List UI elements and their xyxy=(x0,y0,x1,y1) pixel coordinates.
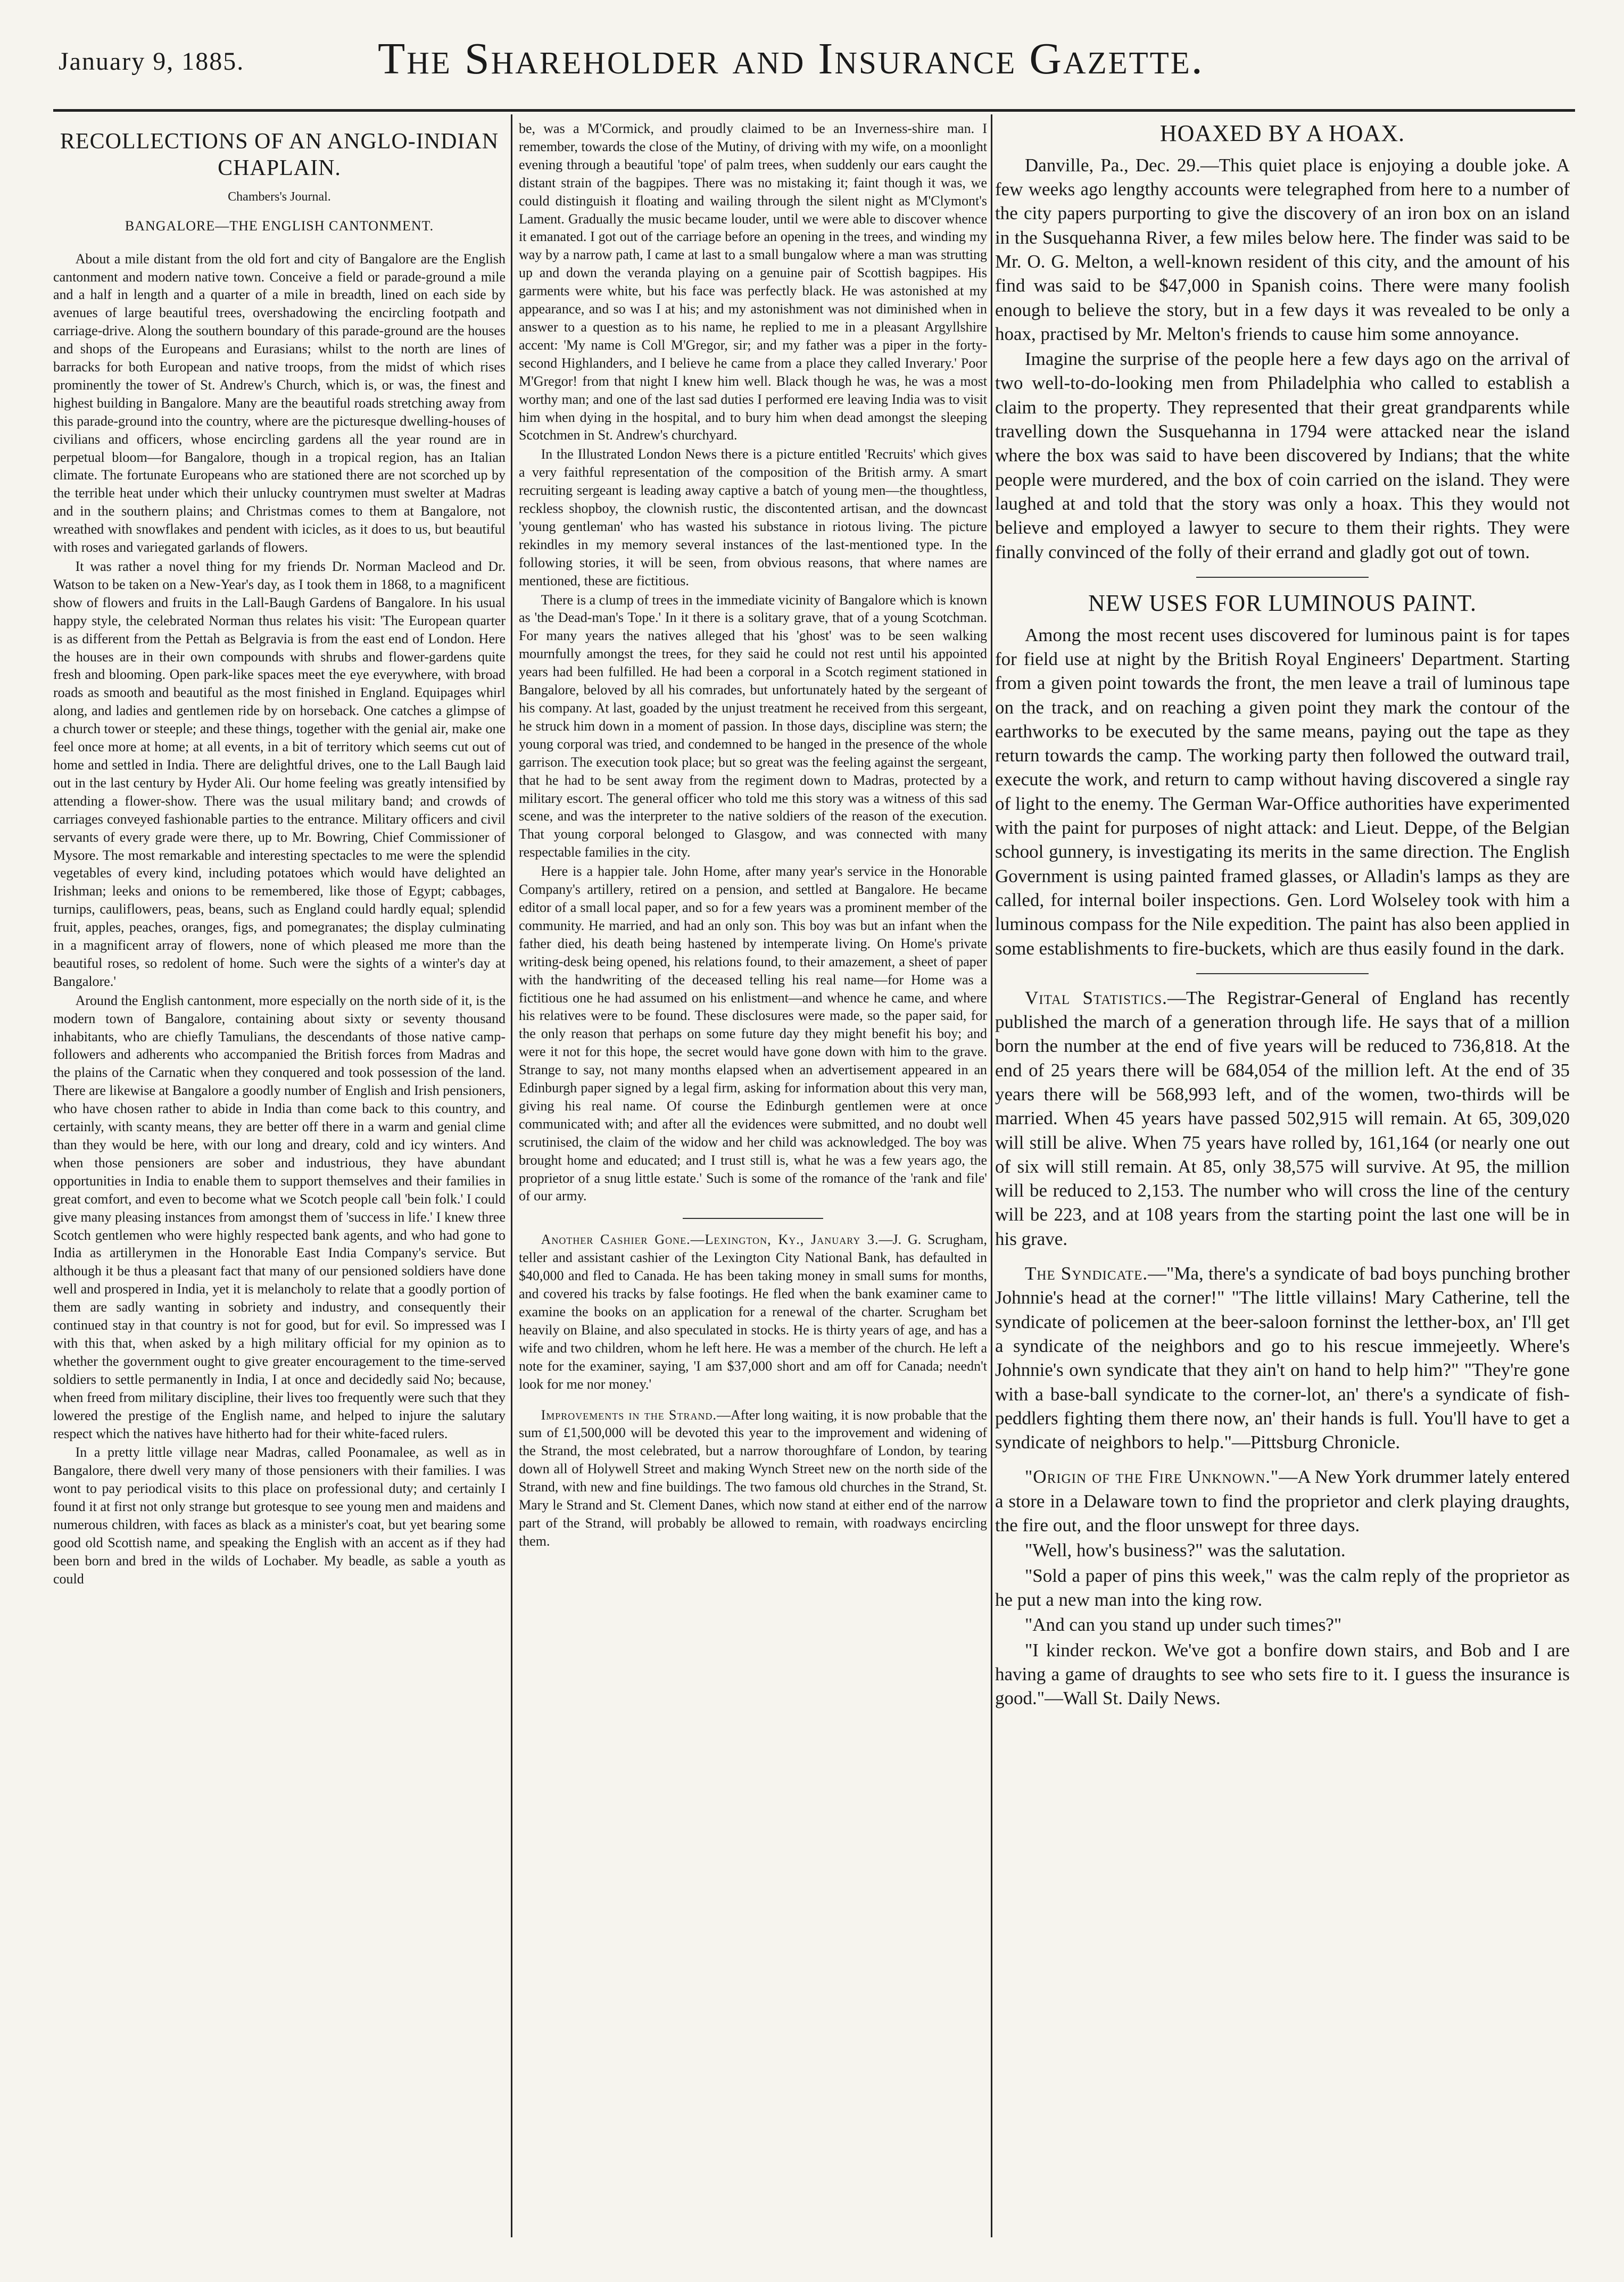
cashier-leadin: Another Cashier Gone.—Lexington, Ky., January 3. xyxy=(541,1232,879,1248)
newspaper-title: The Shareholder and Insurance Gazette. xyxy=(378,34,1204,84)
article-subhead: BANGALORE—THE ENGLISH CANTONMENT. xyxy=(125,218,434,234)
article-headline: RECOLLECTIONS OF AN ANGLO-INDIAN CHAPLAIN. xyxy=(60,129,499,181)
article-paragraph: Here is a happier tale. John Home, after many year's service in the Honorable Company's artillery, retired on a pension, and settled at Bangalore. He became editor of a small local paper, and so for a few years was a prominent member of the community. He married, and had an only son. This boy was but an infant when the father died, his death being hastened by intemperate living. On Home's private writing-desk being opened, his relations found, to their amazement, a sheet of paper with the handwriting of the deceased telling his real name—for Home was a fictitious one he had assumed on his enlistment—and whence he came, and where his relatives were to be found. These disclosures were made, so the paper said, for the only reason that perhaps on some future day they might benefit his boy; and were it not for this hope, the secret would have gone down with him to the grave. Strange to say, not many months elapsed when an advertisement appeared in an Edinburgh paper signed by a legal firm, asking for information about this very man, giving his real name. Of course the Edinburgh gentlemen were at once communicated with; and after all the evidences were submitted, and no doubt well scrutinised, the claim of the widow and her child was acknowledged. The boy was brought home and educated; and I trust still is, what he was a few years ago, the proprietor of a snug little estate.' Such is some of the romance of the 'rank and file' of our army. xyxy=(519,864,987,1204)
cashier-text: —J. G. Scrugham, teller and assistant cashier of the Lexington City National Bank, has defaulted in $40,000 and fled to Canada. He has been taking money in small sums for months, and covered his tracks by false footings. He fled when the bank examiner came to examine the books on an application for a renewal of the charter. Scrugham bet heavily on Blaine, and also speculated in stocks. He is thirty years of age, and has a wife and two children, whom he left here. He was a member of the church. He left a note for the examiner, saying, 'I am $37,000 short and am off for Canada; needn't look for me nor money.' xyxy=(519,1232,987,1392)
fire-leadin: "Origin of the Fire Unknown." xyxy=(1025,1466,1279,1488)
syndicate-leadin: The Syndicate. xyxy=(1025,1263,1148,1284)
vital-item xyxy=(995,986,1570,1251)
hoax-headline: HOAXED BY A HOAX. xyxy=(1159,120,1405,146)
article-paragraph: "Well, how's business?" was the salutation. xyxy=(1025,1540,1346,1561)
article-paragraph: "Sold a paper of pins this week," was the calm reply of the proprietor as he put a new man into the king row. xyxy=(995,1565,1570,1610)
strand-item xyxy=(519,1406,987,1550)
article-paragraph: "I kinder reckon. We've got a bonfire down stairs, and Bob and I are having a game of draughts to see who sets fire to it. I guess the insurance is good."—Wall St. Daily News. xyxy=(995,1639,1570,1709)
column-1 xyxy=(53,120,506,2237)
syndicate-item xyxy=(995,1262,1570,1454)
column-2 xyxy=(519,120,987,2237)
article-paragraph: In the Illustrated London News there is a picture entitled 'Recruits' which gives a very faithful representation of the composition of the British army. A smart recruiting sergeant is leading away captive a batch of young men—the thoughtless, reckless shopboy, the clownish rustic, the discontented artisan, and the downcast 'young gentleman' who has wasted his substance in riotous living. The picture rekindles in my memory several instances of the last-mentioned type. In the following stories, it will be seen, from obvious reasons, that where names are mentioned, these are fictitious. xyxy=(519,446,987,588)
article-paragraph: About a mile distant from the old fort and city of Bangalore are the English cantonment and modern native town. Conceive a field or parade-ground a mile and a half in length and a quarter of a mile in breadth, lined on each side by avenues of large beautiful trees, overshadowing the encircling footpath and carriage-drive. Along the southern boundary of this parade-ground are the houses and shops of the Europeans and Eurasians; whilst to the north are lines of barracks for both European and native troops, from the midst of which rises prominently the tower of St. Andrew's Church, which is, or was, the finest and highest building in Bangalore. Many are the beautiful roads stretching away from this parade-ground into the country, where are the picturesque dwelling-houses of civilians and officers, whose encircling gardens all the year round are in perpetual bloom—for Bangalore, though in a tropical region, has an Italian climate. The fortunate Europeans who are stationed there are not scorched up by the terrible heat under which their unlucky countrymen must swelter at Madras and in the southern plains; and Christmas comes to them at Bangalore, not wreathed with snowflakes and pendent with icicles, as it does to us, but beautiful with roses and variegated garlands of flowers. xyxy=(53,251,506,555)
article-paragraph: "And can you stand up under such times?" xyxy=(1025,1614,1342,1636)
strand-leadin: Improvements in the Strand. xyxy=(541,1407,717,1423)
strand-text: —After long waiting, it is now probable that the sum of £1,500,000 will be devoted this year to the improvement and widening of the Strand, the most celebrated, but a narrow thoroughfare of London, by tearing down all of Holywell Street and making Wynch Street new on the north side of the Strand, with new and fine buildings. The two famous old churches in the Strand, St. Mary le Strand and St. Clement Danes, which now stand at either end of the narrow part of the Strand, will probably be allowed to remain, with roadways encircling them. xyxy=(519,1407,987,1549)
vital-leadin: Vital Statistics. xyxy=(1025,987,1167,1008)
article-source: Chambers's Journal. xyxy=(228,189,331,204)
section-rule xyxy=(683,1218,823,1219)
syndicate-text: —"Ma, there's a syndicate of bad boys punching brother Johnnie's head at the corner!" "The little villains! Mary Catherine, tell the syndicate of policemen at the beer-saloon forninst the letther-box, an' I'll get a syndicate of the neighbors and go to his rescue immejeetly. Where's Johnnie's own syndicate that they ain't on hand to help him?" "They're gone with a base-ball syndicate to the corner-lot, an' there's a syndicate of fish-peddlers fighting them there now, an' their hands is full. You'll have to get a syndicate of neighbors to help."—Pittsburg Chronicle. xyxy=(995,1263,1570,1453)
cashier-item xyxy=(519,1231,987,1393)
section-rule xyxy=(1196,577,1369,578)
article-paragraph: Among the most recent uses discovered for luminous paint is for tapes for field use at night by the British Royal Engineers' Department. Starting from a given point towards the front, the men leave a trail of luminous tape on the track, and on reaching a given point they mark the contour of the earthworks to be executed by the same means, paying out the tape as they return towards the camp. The working party then followed the outward trail, execute the work, and return to camp without having discovered a single ray of light to the enemy. The German War-Office authorities have experimented with the paint for purposes of night attack: and Lieut. Deppe, of the Belgian school gunnery, is investigating its merits in the same direction. The English Government is using painted framed glasses, or Alladin's lamps as they are called, for internal boiler inspections. Gen. Lord Wolseley took with him a luminous compass for the Nile expedition. The paint has also been applied in some establishments to fire-buckets, which are thus easily found in the dark. xyxy=(995,624,1570,959)
article-paragraph: Around the English cantonment, more especially on the north side of it, is the modern town of Bangalore, containing about sixty or seventy thousand inhabitants, who are chiefly Tamulians, the descendants of those native camp-followers and adherents who accompanied the British forces from Madras and the plains of the Carnatic when they conquered and took possession of the land. There are likewise at Bangalore a goodly number of English and Irish pensioners, who have chosen rather to abide in India than come back to this country, and certainly, with scanty means, they are better off there in a warm and genial clime than they would be here, with our long and dreary, cold and icy winters. And when those pensioners are sober and industrious, they have abundant opportunities in India to enable them to support themselves and their families in great comfort, and even to become what we Scotch people call 'bein folk.' I could give many pleasing instances from amongst them of 'success in life.' I knew three Scotch gentlemen who were highly respected bank agents, and who had gone to India as artillerymen in the Honorable East India Company's service. But although it be thus a pleasant fact that many of our pensioned soldiers have done well and prospered in India, yet it is melancholy to relate that a goodly portion of them are sadly wanting in sobriety and industry, and consequently their continued stay in that country is not for good, but for evil. So impressed was I with this that, when asked by a high military official for my opinion as to whether the government ought to give greater encouragement to the time-served soldiers to settle permanently in India, I at once and decidedly said No; because, when freed from military discipline, their lives too frequently were such that they lowered the prestige of the English name, and helped to injure the salutary respect which the natives have hitherto had for their white-faced rulers. xyxy=(53,992,506,1441)
article-paragraph: Danville, Pa., Dec. 29.—This quiet place is enjoying a double joke. A few weeks ago lengthy accounts were telegraphed from here to a number of the city papers purporting to give the discovery of an iron box on an island in the Susquehanna River, a few miles below here. The finder was said to be Mr. O. G. Melton, a well-known resident of this city, and the amount of his find was said to be $47,000 in Spanish coins. There were many foolish enough to believe the story, but in a few days it was revealed to be only a hoax, practised by Mr. Melton's friends to cause him some annoyance. xyxy=(995,154,1570,344)
fire-text: —A New York drummer lately entered a store in a Delaware town to find the proprietor and clerk playing draughts, the fire out, and the floor unswept for three days. xyxy=(995,1466,1570,1536)
masthead-rule xyxy=(53,109,1575,112)
article-paragraph: In a pretty little village near Madras, called Poonamalee, as well as in Bangalore, there dwell very many of those pensioners with their families. I was wont to pay periodical visits to this place on professional duty; and certainly I found it at first not only strange but grotesque to see young men and maidens and numerous children, with faces as black as a minister's coat, but yet bearing some good old Scottish name, and speaking the English with an accent as if they had been born and bred in the wilds of Lochaber. My beadle, as sable a youth as could xyxy=(53,1445,506,1587)
issue-date: January 9, 1885. xyxy=(59,47,245,76)
article-paragraph: There is a clump of trees in the immediate vicinity of Bangalore which is known as 'the Dead-man's Tope.' In it there is a solitary grave, that of a young Scotchman. For many years the natives alleged that his 'ghost' was to be seen walking mournfully amongst the trees, for they said he could not rest until his appointed years had been fulfilled. He had been a corporal in a Scotch regiment stationed in Bangalore, beloved by all his comrades, but unfortunately hated by the sergeant of his company. At last, goaded by the unjust treatment he received from this sergeant, he struck him down in a moment of passion. In those days, discipline was stern; the young corporal was tried, and condemned to be hanged in the presence of the whole garrison. The execution took place; but so great was the feeling against the sergeant, that he had to be sent away from the regiment down to Madras, protected by a military escort. The general officer who told me this story was a witness of this sad scene, and was the interpreter to the native soldiers of the reason of the execution. That young corporal belonged to Glasgow, and was connected with many respectable families in the city. xyxy=(519,592,987,860)
column-3 xyxy=(995,120,1570,2237)
fire-item xyxy=(995,1465,1570,1537)
section-rule xyxy=(1196,973,1369,974)
vital-text: —The Registrar-General of England has recently published the march of a generation through life. He says that of a million born the number at the end of five years will be reduced to 736,818. At the end of 25 years there will be 684,054 of the million left. At the end of 35 years there will be 568,993 left, and of the women, two-thirds will be married. When 45 years have passed 502,915 will remain. At 65, 309,020 will still be alive. When 75 years have rolled by, 161,164 (or nearly one out of six will still remain. At 85, only 38,575 will survive. At 95, the million will be reduced to 2,153. The number who will cross the line of the century will be 223, and at 108 years from the starting point the last one will be in his grave. xyxy=(995,987,1570,1249)
column-divider-2 xyxy=(991,114,992,2237)
masthead xyxy=(53,28,1575,84)
article-paragraph: Imagine the surprise of the people here a few days ago on the arrival of two well-to-do-looking men from Philadelphia who called to establish a claim to the property. They represented that their great grandparents while travelling down the Susquehanna in 1794 were attacked near the island where the box was said to have been discovered by Indians; that the white people were murdered, and the box of coin carried on the island. They were laughed at and told that the story was only a hoax. This they would not believe and employed a lawyer to secure to them their rights. They were finally convinced of the folly of their errand and gladly got out of town. xyxy=(995,348,1570,562)
paint-headline: NEW USES FOR LUMINOUS PAINT. xyxy=(1088,590,1477,616)
article-paragraph: be, was a M'Cormick, and proudly claimed to be an Inverness-shire man. I remember, towards the close of the Mutiny, of driving with my wife, on a moonlight evening through a beautiful 'tope' of palm trees, when suddenly our ears caught the distant strain of the bagpipes. There was no mistaking it; faint though it was, we could distinguish it floating and wailing through the silent night as M'Clymont's Lament. Gradually the music became louder, until we were able to discover whence it emanated. I got out of the carriage before an opening in the trees, and winding my way by a narrow path, I came at last to a small bungalow where a man was strutting up and down the veranda playing on a genuine pair of Scottish bagpipes. His garments were white, but his face was perfectly black. He was astonished at my appearance, and so was I at his; and my astonishment was not diminished when in answer to a question as to his name, he replied to me in a pleasant Argyllshire accent: 'My name is Coll M'Gregor, sir; and my father was a piper in the forty-second Highlanders, and I believe he came from a place they called Inverary.' Poor M'Gregor! from that night I knew him well. Black though he was, he was a most worthy man; and one of the last sad duties I performed ere leaving India was to visit him when dying in the hospital, and to bury him when dead amongst the sleeping Scotchmen in St. Andrew's churchyard. xyxy=(519,121,987,443)
article-paragraph: It was rather a novel thing for my friends Dr. Norman Macleod and Dr. Watson to be taken on a New-Year's day, as I took them in 1868, to a magnificent show of flowers and fruits in the Lall-Baugh Gardens of Bangalore. In his usual happy style, the celebrated Norman thus relates his visit: 'The European quarter is as different from the Pettah as Belgravia is from the east end of London. Here the houses are in their own compounds with shrubs and flower-gardens quite fresh and blooming. Open park-like spaces meet the eye everywhere, with broad roads as smooth and beautiful as the most finished in England. Equipages whirl along, and ladies and gentlemen ride by on horseback. One catches a glimpse of a church tower or steeple; and these things, together with the genial air, make one feel once more at home; at all events, in a bit of territory which seems cut out of home and settled in India. There are delightful drives, one to the Lall Baugh laid out in the last century by Hyder Ali. Our home feeling was greatly intensified by attending a flower-show. There was the usual military band; and crowds of carriages conveyed fashionable parties to the entrance. Military officers and civil servants of every grade were there, up to Mr. Bowring, Chief Commissioner of Mysore. The most remarkable and interesting spectacles to me were the splendid vegetables of every kind, including potatoes which would have delighted an Irishman; leeks and onions to be remembered, like those of Egypt; cabbages, turnips, cauliflowers, peas, beans, such as England could hardly equal; splendid fruit, apples, peaches, oranges, figs, and pomegranates; the display culminating in a magnificent array of flowers, none of which pleased me more than the beautiful roses, so redolent of home. Such were the sights of a winter's day at Bangalore.' xyxy=(53,559,506,989)
column-divider-1 xyxy=(511,114,512,2237)
